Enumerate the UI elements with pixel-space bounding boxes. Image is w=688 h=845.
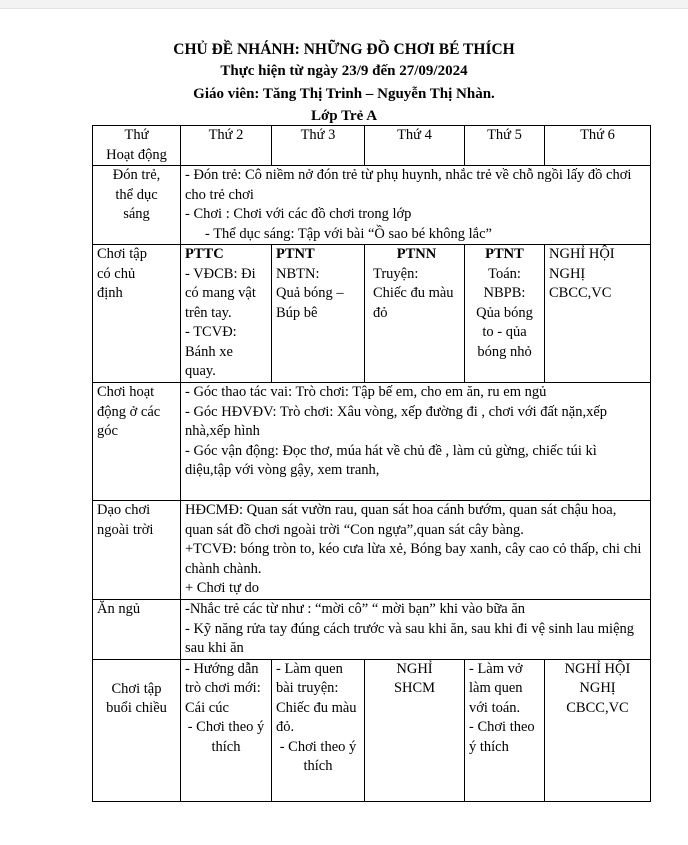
afternoon-fri: NGHỈ HỘI NGHỊ CBCC,VC: [545, 659, 651, 801]
row-afternoon: [93, 659, 651, 801]
afternoon-wed: NGHỈ SHCM: [365, 659, 465, 801]
header-day-thu: Thứ 5: [465, 126, 545, 166]
row-label-corners: Chơi hoạt động ở các góc: [93, 383, 181, 501]
teacher-names: Giáo viên: Tăng Thị Trinh – Nguyễn Thị Nhàn.: [193, 86, 495, 102]
guided-wed: PTNN Truyện: Chiếc đu màu đỏ: [365, 245, 465, 383]
header-day-mon: Thứ 2: [181, 126, 272, 166]
outdoor-content: HĐCMĐ: Quan sát vườn rau, quan sát hoa cánh bướm, quan sát chậu hoa, quan sát đồ chơi ngoài trời “Con ngựa”,quan sát cây bàng. +TCVĐ: bóng tròn to, kéo cưa lừa xẻ, Bóng bay xanh, cây cao cỏ thấp, chi chi chành chành. + Chơi tự do: [181, 501, 651, 600]
row-label-outdoor: Dạo chơi ngoài trời: [93, 501, 181, 600]
row-corners: [93, 383, 651, 501]
row-label-afternoon: Chơi tập buổi chiều: [93, 659, 181, 801]
header-day-tue: Thứ 3: [272, 126, 365, 166]
header-day-wed: Thứ 4: [365, 126, 465, 166]
guided-fri: NGHỈ HỘI NGHỊ CBCC,VC: [545, 245, 651, 383]
meal-content: -Nhắc trẻ các từ như : “mời cô” “ mời bạn” khi vào bữa ăn - Kỹ năng rửa tay đúng cách trước và sau khi ăn, sau khi đi vệ sinh lau miệng sau khi ăn: [181, 600, 651, 660]
top-border-strip: [0, 0, 688, 9]
corners-content: - Góc thao tác vai: Trò chơi: Tập bế em, cho em ăn, ru em ngủ - Góc HĐVĐV: Trò chơi: Xâu vòng, xếp đường đi , chơi với đất nặn,xếp nhà,xếp hình - Góc vận động: Đọc thơ, múa hát về chủ đề , làm củ gừng, chiếc túi kì diệu,tập với vòng gậy, xem tranh,: [181, 383, 651, 501]
afternoon-mon: - Hướng dẫn trò chơi mới: Cái cúc - Chơi theo ý thích: [181, 659, 272, 801]
class-name: Lớp Trẻ A: [310, 108, 378, 124]
date-range: Thực hiện từ ngày 23/9 đến 27/09/2024: [220, 63, 468, 79]
row-guided: [93, 245, 651, 383]
table-header-row: [93, 126, 651, 166]
afternoon-tue: - Làm quen bài truyện: Chiếc đu màu đỏ. - Chơi theo ý thích: [272, 659, 365, 801]
row-welcome: [93, 166, 651, 245]
header-activity-cell: Thứ Hoạt động: [93, 126, 181, 166]
afternoon-thu: - Làm vở làm quen với toán. - Chơi theo ý thích: [465, 659, 545, 801]
guided-mon: PTTC - VĐCB: Đi có mang vật trên tay. - TCVĐ: Bánh xe quay.: [181, 245, 272, 383]
guided-thu: PTNT Toán: NBPB: Qủa bóng to - qủa bóng nhỏ: [465, 245, 545, 383]
row-label-welcome: Đón trẻ, thể dục sáng: [93, 166, 181, 245]
weekly-plan-table: [92, 125, 651, 802]
header-day-fri: Thứ 6: [545, 126, 651, 166]
row-meal: [93, 600, 651, 660]
row-outdoor: [93, 501, 651, 600]
guided-tue: PTNT NBTN: Quả bóng – Búp bê: [272, 245, 365, 383]
row-label-meal: Ăn ngủ: [93, 600, 181, 660]
welcome-content: - Đón trẻ: Cô niềm nở đón trẻ từ phụ huynh, nhắc trẻ về chỗ ngồi lấy đồ chơi cho trẻ chơi - Chơi : Chơi với các đồ chơi trong lớp - Thể dục sáng: Tập với bài “Ồ sao bé không lắc”: [181, 166, 651, 245]
row-label-guided: Chơi tập có chủ định: [93, 245, 181, 383]
page-title: CHỦ ĐỀ NHÁNH: NHỮNG ĐỒ CHƠI BÉ THÍCH: [173, 41, 515, 58]
